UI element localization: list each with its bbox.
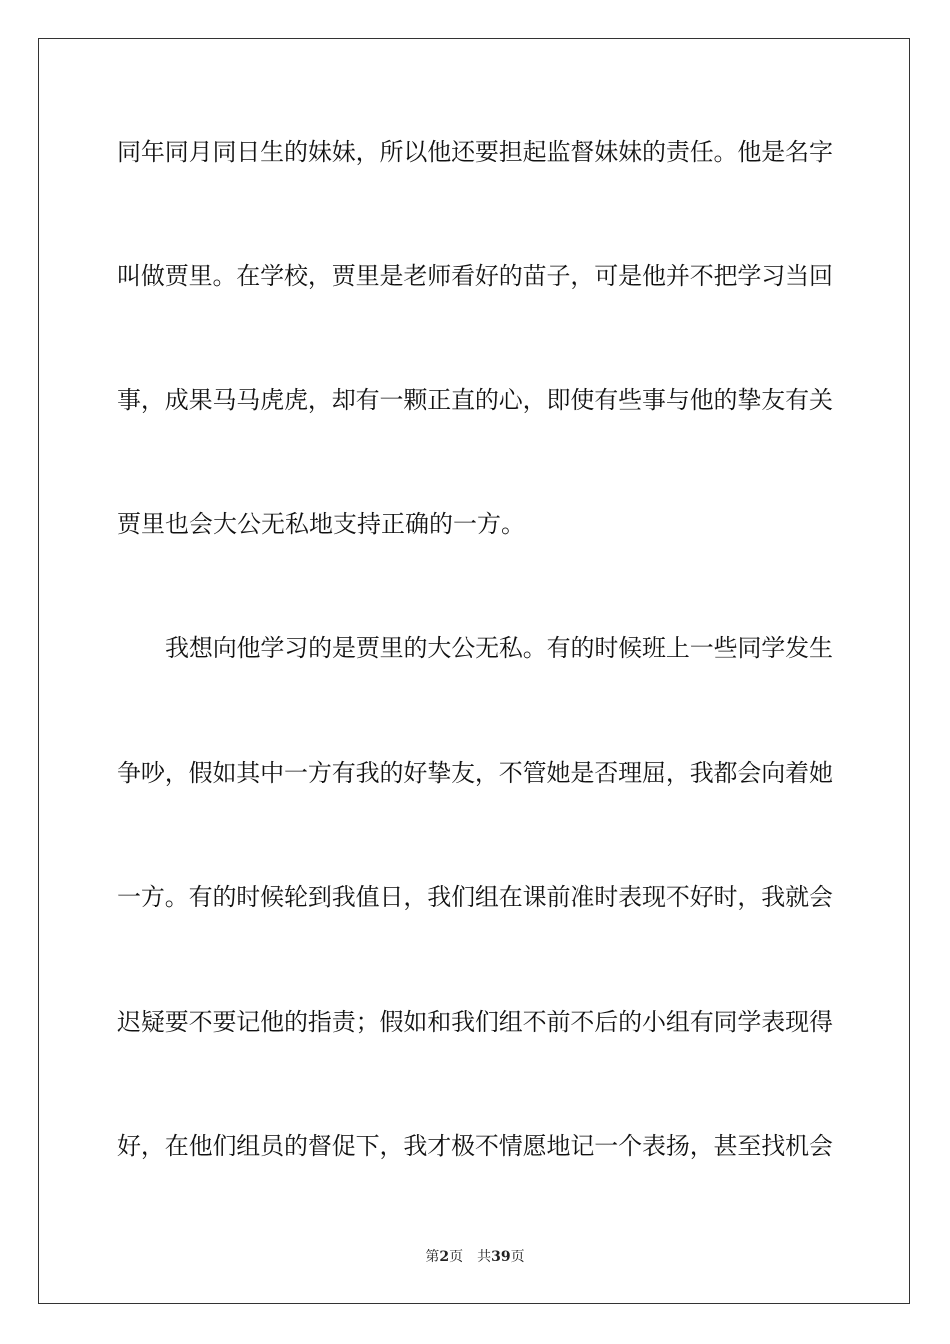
total-label-suffix: 页 — [510, 1249, 525, 1265]
page-label-prefix: 第 — [425, 1249, 440, 1265]
text-line-9: 好，在他们组员的督促下，我才极不情愿地记一个表扬，甚至找机会 — [117, 1132, 833, 1160]
text-line-2: 叫做贾里。在学校，贾里是老师看好的苗子，可是他并不把学习当回 — [117, 262, 833, 290]
current-page-number: 2 — [439, 1249, 450, 1265]
total-page-count: 39 — [491, 1249, 511, 1265]
page-frame — [38, 38, 910, 1304]
text-line-5-paragraph-start: 我想向他学习的是贾里的大公无私。有的时候班上一些同学发生 — [165, 634, 833, 662]
text-line-3: 事，成果马马虎虎，却有一颗正直的心，即使有些事与他的挚友有关 — [117, 386, 833, 414]
text-line-1: 同年同月同日生的妹妹，所以他还要担起监督妹妹的责任。他是名字 — [117, 138, 833, 166]
page-footer — [0, 1246, 950, 1266]
text-line-7: 一方。有的时候轮到我值日，我们组在课前准时表现不好时，我就会 — [117, 883, 833, 911]
text-line-8: 迟疑要不要记他的指责；假如和我们组不前不后的小组有同学表现得 — [117, 1008, 833, 1036]
text-line-6: 争吵，假如其中一方有我的好挚友，不管她是否理屈，我都会向着她 — [117, 759, 833, 787]
total-label-prefix: 共 — [477, 1249, 492, 1265]
text-line-4: 贾里也会大公无私地支持正确的一方。 — [117, 510, 525, 538]
page-label-suffix: 页 — [449, 1249, 464, 1265]
